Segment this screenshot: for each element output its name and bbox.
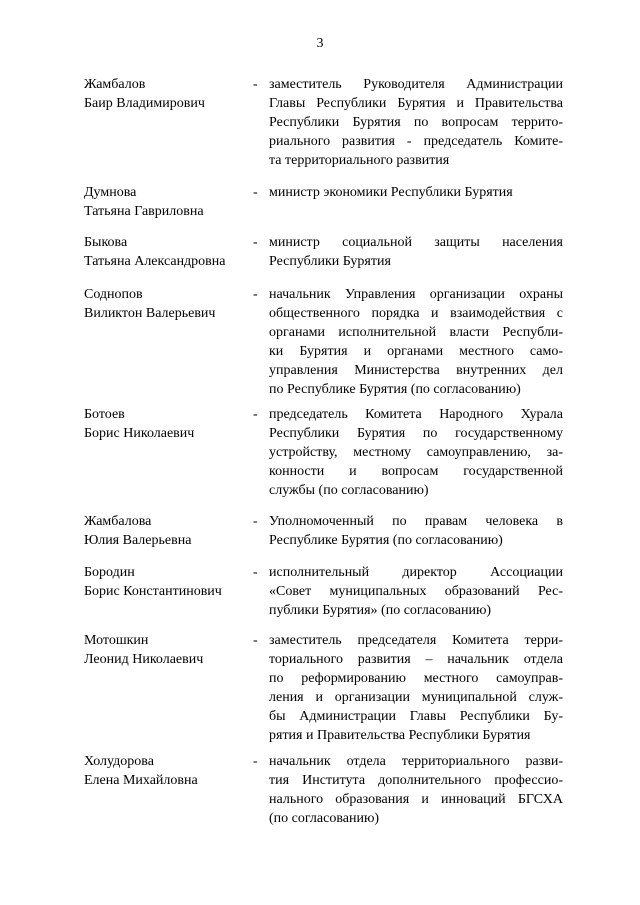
member-role	[269, 405, 563, 500]
member-surname: Холудорова	[84, 754, 154, 769]
role-line: устройству, местному самоуправлению, за-	[269, 445, 563, 460]
member-entry	[84, 752, 564, 872]
member-entry	[84, 631, 564, 751]
member-name	[84, 631, 249, 669]
role-line: исполнительный директор Ассоциации	[269, 565, 563, 580]
member-surname: Быкова	[84, 235, 128, 250]
member-name	[84, 233, 249, 271]
member-given-name: Татьяна Гавриловна	[84, 204, 204, 219]
role-line: министр экономики Республики Бурятия	[269, 185, 513, 200]
role-line: заместитель Руководителя Администрации	[269, 77, 563, 92]
member-name	[84, 285, 249, 323]
role-line: Республики Бурятия	[269, 254, 391, 269]
member-dash: -	[253, 287, 258, 302]
member-dash: -	[253, 633, 258, 648]
role-line: службы (по согласованию)	[269, 483, 429, 498]
member-name	[84, 75, 249, 113]
role-line: заместитель председателя Комитета терри-	[269, 633, 563, 648]
member-role	[269, 512, 563, 550]
role-line: управления Министерства внутренних дел	[269, 363, 563, 378]
member-entry	[84, 285, 564, 405]
member-given-name: Елена Михайловна	[84, 773, 198, 788]
role-line: тия Института дополнительного профессио-	[269, 773, 563, 788]
member-given-name: Борис Николаевич	[84, 426, 195, 441]
role-line: органами исполнительной власти Республи-	[269, 325, 563, 340]
member-dash: -	[253, 185, 258, 200]
member-role	[269, 752, 563, 828]
role-line: та территориального развития	[269, 153, 450, 168]
role-line: ториального развития – начальник отдела	[269, 652, 563, 667]
member-dash: -	[253, 754, 258, 769]
member-dash: -	[253, 407, 258, 422]
member-dash: -	[253, 77, 258, 92]
role-line: бы Администрации Главы Республики Бу-	[269, 709, 563, 724]
member-surname: Соднопов	[84, 287, 143, 302]
role-line: Уполномоченный по правам человека в	[269, 514, 563, 529]
member-role	[269, 631, 563, 745]
role-line: председатель Комитета Народного Хурала	[269, 407, 563, 422]
member-name	[84, 405, 249, 443]
role-line: министр социальной защиты населения	[269, 235, 563, 250]
role-line: ки Бурятия и органами местного само-	[269, 344, 563, 359]
member-given-name: Баир Владимирович	[84, 96, 205, 111]
role-line: рятия и Правительства Республики Бурятия	[269, 728, 531, 743]
member-role	[269, 233, 563, 271]
member-given-name: Виликтон Валерьевич	[84, 306, 216, 321]
member-given-name: Татьяна Александровна	[84, 254, 226, 269]
role-line: риального развития - председатель Комите-	[269, 134, 563, 149]
member-given-name: Леонид Николаевич	[84, 652, 204, 667]
role-line: Республики Бурятия по вопросам террито-	[269, 115, 563, 130]
member-dash: -	[253, 565, 258, 580]
member-name	[84, 563, 249, 601]
role-line: (по согласованию)	[269, 811, 380, 826]
role-line: публики Бурятия» (по согласованию)	[269, 603, 492, 618]
role-line: по реформированию местного самоуправ-	[269, 671, 563, 686]
member-name	[84, 512, 249, 550]
member-entry	[84, 75, 564, 195]
member-role	[269, 183, 563, 202]
member-surname: Жамбалов	[84, 77, 146, 92]
member-dash: -	[253, 514, 258, 529]
role-line: по Республике Бурятия (по согласованию)	[269, 382, 521, 397]
member-surname: Ботоев	[84, 407, 125, 422]
member-given-name: Борис Константинович	[84, 584, 222, 599]
role-line: конности и вопросам государственной	[269, 464, 563, 479]
member-role	[269, 563, 563, 620]
member-name	[84, 183, 249, 221]
member-name	[84, 752, 249, 790]
page-number: 3	[316, 36, 324, 51]
member-surname: Мотошкин	[84, 633, 149, 648]
member-surname: Бородин	[84, 565, 135, 580]
member-dash: -	[253, 235, 258, 250]
member-surname: Жамбалова	[84, 514, 152, 529]
role-line: начальник Управления организации охраны	[269, 287, 563, 302]
role-line: «Совет муниципальных образований Рес-	[269, 584, 563, 599]
member-entry	[84, 405, 564, 525]
role-line: ления и организации муниципальной служ-	[269, 690, 563, 705]
role-line: общественного порядка и взаимодействия с	[269, 306, 563, 321]
member-role	[269, 75, 563, 170]
role-line: Главы Республики Бурятия и Правительства	[269, 96, 563, 111]
role-line: Республике Бурятия (по согласованию)	[269, 533, 503, 548]
member-role	[269, 285, 563, 399]
member-given-name: Юлия Валерьевна	[84, 533, 192, 548]
role-line: нального образования и инноваций БГСХА	[269, 792, 563, 807]
member-surname: Думнова	[84, 185, 137, 200]
role-line: Республики Бурятия по государственному	[269, 426, 563, 441]
role-line: начальник отдела территориального разви-	[269, 754, 563, 769]
